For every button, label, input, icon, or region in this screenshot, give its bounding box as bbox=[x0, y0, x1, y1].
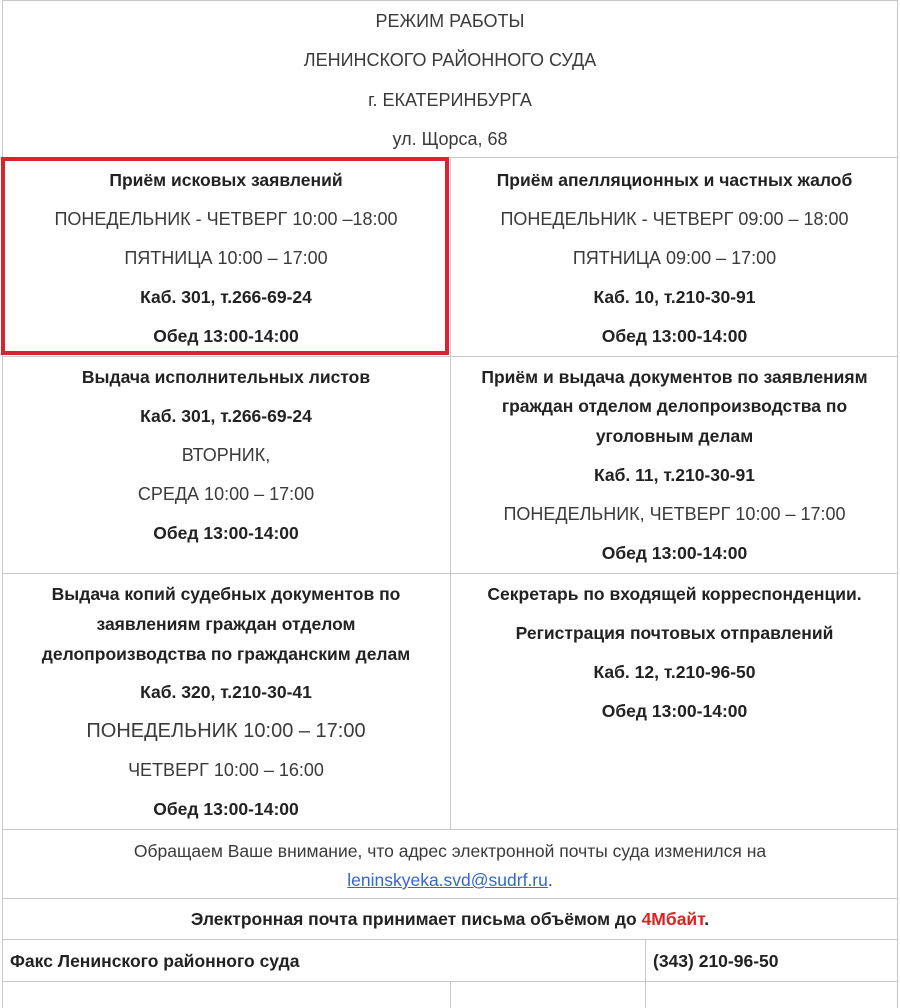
header-title: РЕЖИМ РАБОТЫ bbox=[375, 11, 525, 31]
secretary-cell bbox=[451, 573, 898, 829]
writs-office: Каб. 301, т.266-69-24 bbox=[140, 406, 312, 426]
appeals-days-2: ПЯТНИЦА 09:00 – 17:00 bbox=[572, 248, 777, 268]
appeals-lunch: Обед 13:00-14:00 bbox=[601, 326, 748, 346]
claims-title: Приём исковых заявлений bbox=[109, 170, 343, 190]
secretary-lunch: Обед 13:00-14:00 bbox=[601, 701, 748, 721]
secretary-office: Каб. 12, т.210-96-50 bbox=[593, 662, 756, 682]
header-city: г. ЕКАТЕРИНБУРГА bbox=[368, 90, 532, 110]
writs-days-1: ВТОРНИК, bbox=[181, 445, 271, 465]
email-notice-link-line bbox=[2, 869, 898, 891]
highlight-frame bbox=[1, 157, 449, 355]
copies-cell bbox=[2, 573, 450, 829]
writs-days-2: СРЕДА 10:00 – 17:00 bbox=[137, 484, 315, 504]
email-limit-size: 4Мбайт bbox=[641, 909, 705, 929]
appeals-cell bbox=[451, 157, 898, 356]
copies-title-1: Выдача копий судебных документов по bbox=[51, 584, 401, 604]
email-notice-text: Обращаем Ваше внимание, что адрес электронной почты суда изменился на bbox=[133, 841, 767, 861]
secretary-title-2: Регистрация почтовых отправлений bbox=[515, 623, 834, 643]
criminal-title-2: граждан отделом делопроизводства по bbox=[501, 396, 848, 416]
header-court-name: ЛЕНИНСКОГО РАЙОННОГО СУДА bbox=[303, 50, 597, 70]
copies-title-2: заявлениям граждан отделом bbox=[96, 614, 356, 634]
fax-number-cell bbox=[646, 939, 898, 981]
criminal-title-3: уголовным делам bbox=[595, 426, 754, 446]
header-address: ул. Щорса, 68 bbox=[392, 129, 508, 149]
copies-office: Каб. 320, т.210-30-41 bbox=[140, 682, 312, 702]
secretary-title-1: Секретарь по входящей корреспонденции. bbox=[487, 584, 862, 604]
claims-days-2: ПЯТНИЦА 10:00 – 17:00 bbox=[124, 248, 328, 268]
criminal-title-1: Приём и выдача документов по заявлениям bbox=[481, 367, 868, 387]
claims-office: Каб. 301, т.266-69-24 bbox=[140, 287, 312, 307]
claims-days-1: ПОНЕДЕЛЬНИК - ЧЕТВЕРГ 10:00 –18:00 bbox=[54, 209, 398, 229]
email-limit-line bbox=[2, 908, 898, 930]
criminal-days: ПОНЕДЕЛЬНИК, ЧЕТВЕРГ 10:00 – 17:00 bbox=[503, 504, 846, 524]
claims-lunch: Обед 13:00-14:00 bbox=[153, 326, 299, 346]
copies-days-1: ПОНЕДЕЛЬНИК 10:00 – 17:00 bbox=[86, 720, 366, 742]
fax-number: (343) 210-96-50 bbox=[653, 951, 779, 971]
court-header bbox=[2, 0, 898, 157]
writs-cell bbox=[2, 356, 450, 573]
court-email-link[interactable]: leninskyeka.svd@sudrf.ru bbox=[347, 870, 548, 890]
email-limit-period: . bbox=[704, 909, 710, 929]
writs-lunch: Обед 13:00-14:00 bbox=[153, 523, 299, 543]
criminal-office: Каб. 11, т.210-30-91 bbox=[593, 465, 756, 485]
email-notice-period: . bbox=[547, 870, 553, 890]
email-limit bbox=[2, 898, 898, 939]
copies-lunch: Обед 13:00-14:00 bbox=[153, 799, 299, 819]
email-notice bbox=[2, 829, 898, 898]
copies-days-2: ЧЕТВЕРГ 10:00 – 16:00 bbox=[128, 760, 324, 780]
writs-title: Выдача исполнительных листов bbox=[81, 367, 371, 387]
appeals-office: Каб. 10, т.210-30-91 bbox=[593, 287, 756, 307]
fax-label: Факс Ленинского районного суда bbox=[10, 951, 300, 971]
appeals-days-1: ПОНЕДЕЛЬНИК - ЧЕТВЕРГ 09:00 – 18:00 bbox=[500, 209, 849, 229]
copies-title-3: делопроизводства по гражданским делам bbox=[41, 644, 411, 664]
email-limit-text: Электронная почта принимает письма объёмом до bbox=[190, 909, 642, 929]
appeals-title: Приём апелляционных и частных жалоб bbox=[496, 170, 853, 190]
criminal-lunch: Обед 13:00-14:00 bbox=[601, 543, 748, 563]
fax-label-cell bbox=[2, 939, 645, 981]
criminal-cell bbox=[451, 356, 898, 573]
